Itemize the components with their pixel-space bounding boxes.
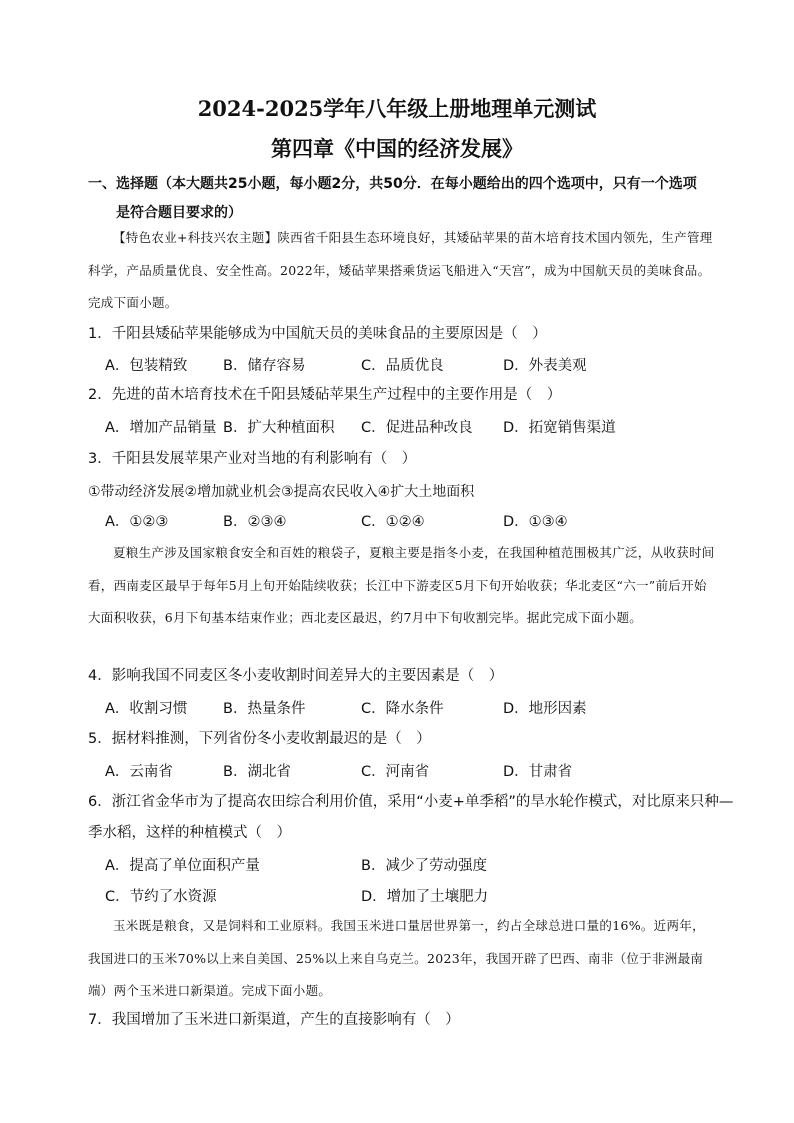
option-b: B．扩大种植面积 bbox=[223, 420, 335, 436]
question-6-stem-line2: 季水稻，这样的种植模式（ ） bbox=[88, 825, 291, 841]
option-c: C．河南省 bbox=[361, 764, 430, 780]
option-d: D．增加了土壤肥力 bbox=[361, 889, 489, 905]
question-5-stem: 5．据材料推测，下列省份冬小麦收割最迟的是（ ） bbox=[88, 731, 431, 747]
option-c: C．品质优良 bbox=[361, 358, 444, 374]
question-6-stem-line1: 6．浙江省金华市为了提高农田综合利用价值，采用“小麦+单季稻”的旱水轮作模式，对比原来只种— bbox=[88, 794, 734, 810]
option-d: D．甘肃省 bbox=[503, 764, 573, 780]
option-c: C．①②④ bbox=[361, 514, 425, 530]
passage-3: 玉米既是粮食，又是饲料和工业原料。我国玉米进口量居世界第一，约占全球总进口量的16%。近两年，我国进口的玉米70%以上来自美国、25%以上来自乌克兰。2023年，我国开辟了巴西、南非（位于非洲最南端）两个玉米进口新渠道。完成下面小题。 bbox=[88, 918, 705, 998]
option-b: B．减少了劳动强度 bbox=[361, 858, 487, 874]
option-d: D．外表美观 bbox=[503, 358, 587, 374]
option-b: B．热量条件 bbox=[223, 701, 306, 717]
passage-2: 夏粮生产涉及国家粮食安全和百姓的粮袋子，夏粮主要是指冬小麦，在我国种植范围极其广泛，从收获时间看，西南麦区最早于每年5月上旬开始陆续收获；长江中下游麦区5月下旬开始收获；华北麦区“六一”前后开始大面积收获，6月下旬基本结束作业；西北麦区最迟，约7月中下旬收割完毕。据此完成下面小题。 bbox=[88, 545, 715, 625]
question-7-stem: 7．我国增加了玉米进口新渠道，产生的直接影响有（ ） bbox=[88, 1012, 460, 1028]
option-a: A．包装精致 bbox=[105, 358, 188, 374]
question-2-stem: 2．先进的苗木培育技术在千阳县矮砧苹果生产过程中的主要作用是（ ） bbox=[88, 387, 562, 403]
option-c: C．促进品种改良 bbox=[361, 420, 473, 436]
option-d: D．拓宽销售渠道 bbox=[503, 420, 616, 436]
question-1-stem: 1．千阳县矮砧苹果能够成为中国航天员的美味食品的主要原因是（ ） bbox=[88, 326, 547, 342]
section-heading-line2: 是符合题目要求的） bbox=[116, 205, 242, 221]
passage-1: 【特色农业+科技兴农主题】陕西省千阳县生态环境良好，其矮砧苹果的苗木培育技术国内领先，生产管理科学，产品质量优良、安全性高。2022年，矮砧苹果搭乘货运飞船进入“天宫”，成为中国航天员的美味食品。完成下面小题。 bbox=[88, 230, 713, 310]
page-title: 2024-2025学年八年级上册地理单元测试 bbox=[197, 96, 597, 121]
option-b: B．湖北省 bbox=[223, 764, 291, 780]
section-heading bbox=[88, 170, 728, 228]
option-b: B．②③④ bbox=[223, 514, 287, 530]
option-a: A．增加产品销量 bbox=[105, 420, 217, 436]
question-4-stem: 4．影响我国不同麦区冬小麦收割时间差异大的主要因素是（ ） bbox=[88, 668, 504, 684]
option-a: A．提高了单位面积产量 bbox=[105, 858, 260, 874]
question-3-statements: ①带动经济发展②增加就业机会③提高农民收入④扩大土地面积 bbox=[88, 484, 475, 500]
option-a: A．云南省 bbox=[105, 764, 173, 780]
section-heading-line1: 一、选择题（本大题共25小题，每小题2分，共50分．在每小题给出的四个选项中，只有一个选项 bbox=[88, 176, 697, 192]
option-c: C．降水条件 bbox=[361, 701, 444, 717]
option-d: D．①③④ bbox=[503, 514, 568, 530]
question-3-stem: 3．千阳县发展苹果产业对当地的有利影响有（ ） bbox=[88, 451, 417, 467]
chapter-subtitle: 第四章《中国的经济发展》 bbox=[271, 136, 523, 161]
option-d: D．地形因素 bbox=[503, 701, 587, 717]
option-b: B．储存容易 bbox=[223, 358, 306, 374]
option-a: A．收割习惯 bbox=[105, 701, 188, 717]
option-a: A．①②③ bbox=[105, 514, 169, 530]
option-c: C．节约了水资源 bbox=[105, 889, 217, 905]
